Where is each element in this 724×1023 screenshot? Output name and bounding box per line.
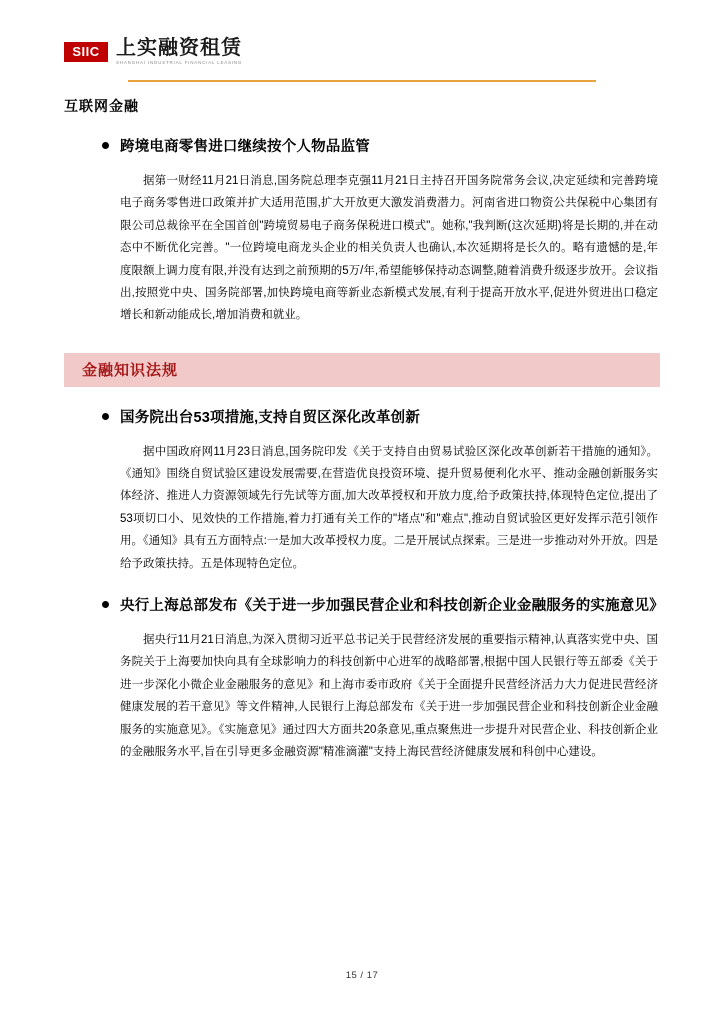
- article-title: 国务院出台53项措施,支持自贸区深化改革创新: [120, 409, 421, 426]
- section-heading-internet-finance: 互联网金融: [64, 98, 139, 114]
- page-number: 15 / 17: [345, 970, 379, 981]
- bullet-icon: [102, 601, 109, 608]
- section-banner-label: 金融知识法规: [82, 362, 179, 380]
- logo-mark-icon: SIIC: [64, 42, 108, 62]
- logo-english-name: SHANGHAI INDUSTRIAL FINANCIAL LEASING: [116, 60, 243, 65]
- document-header: [64, 0, 660, 78]
- article-title: 央行上海总部发布《关于进一步加强民营企业和科技创新企业金融服务的实施意见》: [120, 598, 664, 615]
- logo-text: [116, 38, 242, 66]
- article-title: 跨境电商零售进口继续按个人物品监管: [120, 139, 370, 155]
- section-heading-finance-law: [64, 353, 660, 387]
- bullet-icon: [102, 413, 109, 420]
- article-ftz-measures: [64, 405, 660, 575]
- article-cross-border-ecommerce: [64, 134, 660, 327]
- article-body: 据第一财经11月21日消息,国务院总理李克强11月21日主持召开国务院常务会议,决定延续和完善跨境电子商务零售进口政策并扩大适用范围,扩大开放更大激发消费潜力。河南省进口物资公共保税中心集团有限公司总裁徐平在全国首创"跨境贸易电子商务保税进口模式"。她称,"我判断(这次延期)将是长期的,并在动态中不断优化完善。"一位跨境电商龙头企业的相关负责人也确认,本次延期将是长久的。略有遗憾的是,年度限额上调力度有限,并没有达到之前预期的5万/年,希望能够保持动态调整,随着消费升级逐步放开。会议指出,按照党中央、国务院部署,加快跨境电商等新业态新模式发展,有利于提高开放水平,促进外贸进出口稳定增长和新动能成长,增加消费和就业。: [120, 174, 658, 322]
- article-title-row: [64, 134, 660, 161]
- article-body: 据中国政府网11月23日消息,国务院印发《关于支持自由贸易试验区深化改革创新若干措施的通知》。《通知》围绕自贸试验区建设发展需要,在营造优良投资环境、提升贸易便利化水平、推动金融创新服务实体经济、推进人力资源领域先行先试等方面,加大改革授权和开放力度,给予政策扶持,体现特色定位,提出了53项切口小、见效快的工作措施,着力打通有关工作的"堵点"和"难点",推动自贸试验区更好发挥示范引领作用。《通知》具有五方面特点:一是加大改革授权力度。二是开展试点探索。三是进一步推动对外开放。四是给予政策扶持。五是体现特色定位。: [120, 445, 658, 570]
- logo-chinese-name: 上实融资租赁: [116, 37, 242, 59]
- article-title-row: [64, 405, 660, 432]
- article-body: 据央行11月21日消息,为深入贯彻习近平总书记关于民营经济发展的重要指示精神,认真落实党中央、国务院关于上海要加快向具有全球影响力的科技创新中心进军的战略部署,根据中国人民银行等五部委《关于进一步深化小微企业金融服务的意见》和上海市委市政府《关于全面提升民营经济活力大力促进民营经济健康发展的若干意见》等文件精神,人民银行上海总部发布《关于进一步加强民营企业和科技创新企业金融服务的实施意见》。《实施意见》通过四大方面共20条意见,重点聚焦进一步提升对民营企业、科技创新企业的金融服务水平,旨在引导更多金融资源"精准滴灌"支持上海民营经济健康发展和科创中心建设。: [120, 633, 658, 759]
- article-title-row: [64, 593, 664, 620]
- bullet-icon: [102, 142, 109, 149]
- header-divider: [128, 80, 596, 82]
- company-logo: [64, 38, 242, 66]
- article-pboc-shanghai-opinion: [64, 593, 664, 763]
